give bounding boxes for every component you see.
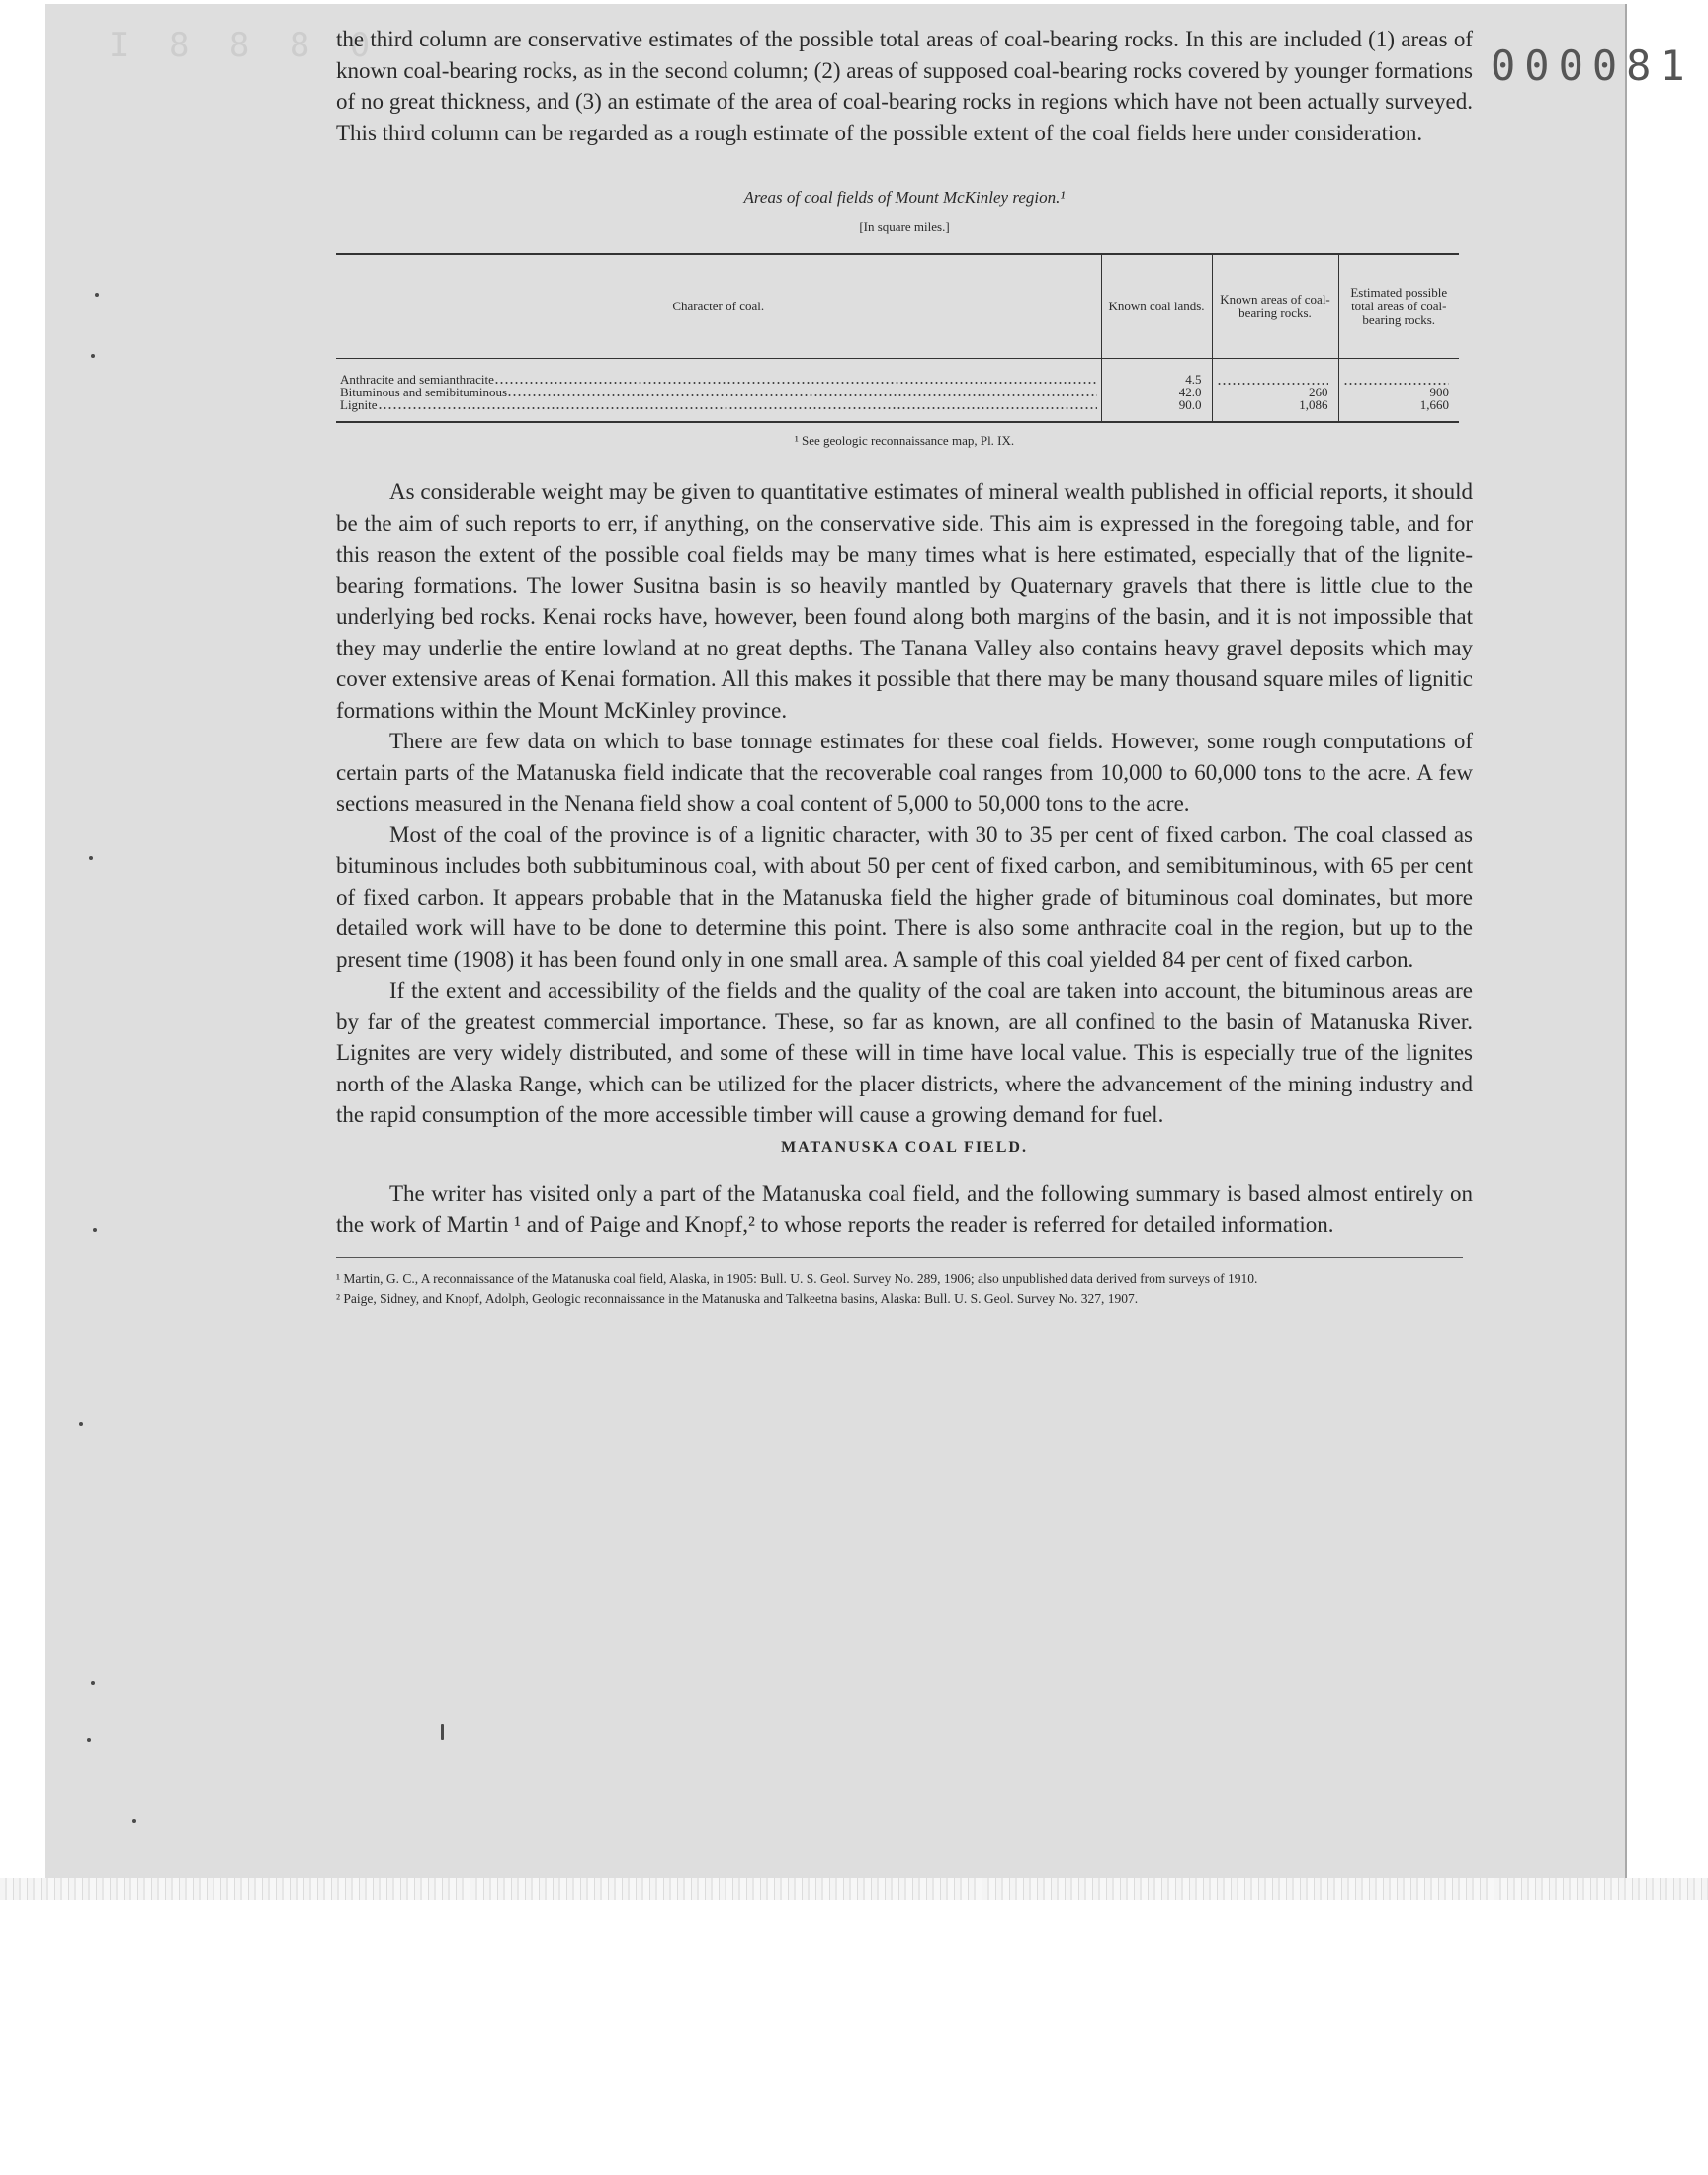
estimated-total-cell: 1,660 bbox=[1338, 398, 1459, 422]
bleed-through-stamp: I 8 8 8 0 bbox=[109, 26, 381, 65]
scan-speck bbox=[91, 1681, 95, 1685]
intro-paragraph: the third column are conservative estimates of the possible total areas of coal-bearing rocks. In this are included (1) areas of known coal-bearing rocks, as in the second column; (2) areas of supposed coal-bearing rocks covered by younger formations of no great thickness, and (3) an estimate of the area of coal-bearing rocks in regions which have not been actually surveyed. This third column can be regarded as a rough estimate of the possible extent of the coal fields here under consideration. bbox=[336, 27, 1473, 145]
dot-leader bbox=[507, 394, 1096, 396]
footnote-rule bbox=[336, 1257, 1463, 1258]
dot-leader bbox=[494, 382, 1097, 384]
table-footnote: ¹ See geologic reconnaissance map, Pl. IX. bbox=[794, 433, 1015, 448]
scan-speck bbox=[132, 1819, 136, 1823]
table-row bbox=[336, 386, 1459, 398]
table-row bbox=[336, 398, 1459, 422]
known-coal-lands-cell: 42.0 bbox=[1101, 386, 1212, 398]
coal-areas-table bbox=[336, 253, 1459, 423]
column-header: Known areas of coal-bearing rocks. bbox=[1212, 254, 1338, 359]
known-areas-cell: 1,086 bbox=[1212, 398, 1338, 422]
scan-speck bbox=[93, 1228, 97, 1232]
table-subtitle: [In square miles.] bbox=[859, 219, 950, 234]
table-title: Areas of coal fields of Mount McKinley region.¹ bbox=[743, 188, 1066, 207]
known-coal-lands-cell: 90.0 bbox=[1101, 398, 1212, 422]
section-heading: MATANUSKA COAL FIELD. bbox=[781, 1138, 1028, 1156]
column-header: Character of coal. bbox=[336, 254, 1101, 359]
column-header: Known coal lands. bbox=[1101, 254, 1212, 359]
scan-edge-strip bbox=[0, 1878, 1708, 1900]
row-label: Bituminous and semibituminous bbox=[340, 385, 508, 399]
table-row bbox=[336, 359, 1459, 387]
scan-speck bbox=[441, 1724, 444, 1740]
table-header-row bbox=[336, 254, 1459, 359]
row-label: Lignite bbox=[340, 397, 378, 412]
known-areas-cell bbox=[1212, 359, 1338, 387]
scan-speck bbox=[91, 354, 95, 358]
scan-speck bbox=[87, 1738, 91, 1742]
known-coal-lands-cell: 4.5 bbox=[1101, 359, 1212, 387]
scan-speck bbox=[95, 293, 99, 297]
body-paragraph: There are few data on which to base tonnage estimates for these coal fields. However, some rough computations of certain parts of the Matanuska field indicate that the recoverable coal ranges from 10,000 to 60,000 tons to the acre. A few sections measured in the Nenana field show a coal content of 5,000 to 50,000 tons to the acre. bbox=[336, 729, 1473, 816]
scan-speck bbox=[89, 856, 93, 860]
estimated-total-cell: 900 bbox=[1338, 386, 1459, 398]
scan-speck bbox=[79, 1422, 83, 1426]
body-paragraph: As considerable weight may be given to quantitative estimates of mineral wealth published in official reports, it should be the aim of such reports to err, if anything, on the conservative side. This aim is expressed in the foregoing table, and for this reason the extent of the possible coal fields may be many times what is here estimated, especially that of the lignite-bearing formations. The lower Susitna basin is so heavily mantled by Quaternary gravels that there is little clue to the underlying bed rocks. Kenai rocks have, however, been found along both margins of the basin, and it is not impossible that they may underlie the entire lowland at no great depths. The Tanana Valley also contains heavy gravel deposits which may cover extensive areas of Kenai formation. All this makes it possible that there may be many thousand square miles of lignitic formations within the Mount McKinley province. bbox=[336, 479, 1473, 723]
footnote: ² Paige, Sidney, and Knopf, Adolph, Geologic reconnaissance in the Matanuska and Talkeetna basins, Alaska: Bull. U. S. Geol. Survey No. 327, 1907. bbox=[336, 1290, 1139, 1306]
footnote: ¹ Martin, G. C., A reconnaissance of the Matanuska coal field, Alaska, in 1905: Bull. U. S. Geol. Survey No. 289, 1906; also unpublished data derived from surveys of 1910. bbox=[336, 1270, 1258, 1286]
document-page bbox=[336, 24, 1473, 1309]
estimated-total-cell bbox=[1338, 359, 1459, 387]
row-label: Anthracite and semianthracite bbox=[340, 372, 494, 387]
body-paragraph: If the extent and accessibility of the fields and the quality of the coal are taken into account, the bituminous areas are by far of the greatest commercial importance. These, so far as known, are all confined to the basin of Matanuska River. Lignites are very widely distributed, and some of these will in time have local value. This is especially true of the lignites north of the Alaska Range, which can be utilized for the placer districts, where the advancement of the mining industry and the rapid consumption of the more accessible timber will cause a growing demand for fuel. bbox=[336, 978, 1473, 1127]
known-areas-cell: 260 bbox=[1212, 386, 1338, 398]
dot-leader bbox=[378, 407, 1097, 409]
body-paragraph: Most of the coal of the province is of a lignitic character, with 30 to 35 per cent of fixed carbon. The coal classed as bituminous includes both subbituminous coal, with about 50 per cent of fixed carbon, and semibituminous, with 65 per cent of fixed carbon. It appears probable that in the Matanuska field the higher grade of bituminous coal dominates, but more detailed work will have to be done to determine this point. There is also some anthracite coal in the region, but up to the present time (1908) it has been found only in one small area. A sample of this coal yielded 84 per cent of fixed carbon. bbox=[336, 822, 1473, 972]
page-stamp-number: 000081 bbox=[1491, 42, 1694, 90]
column-header: Estimated possible total areas of coal-bearing rocks. bbox=[1338, 254, 1459, 359]
section-paragraph: The writer has visited only a part of the Matanuska coal field, and the following summary is based almost entirely on the work of Martin ¹ and of Paige and Knopf,² to whose reports the reader is referred for detailed information. bbox=[336, 1180, 1473, 1237]
